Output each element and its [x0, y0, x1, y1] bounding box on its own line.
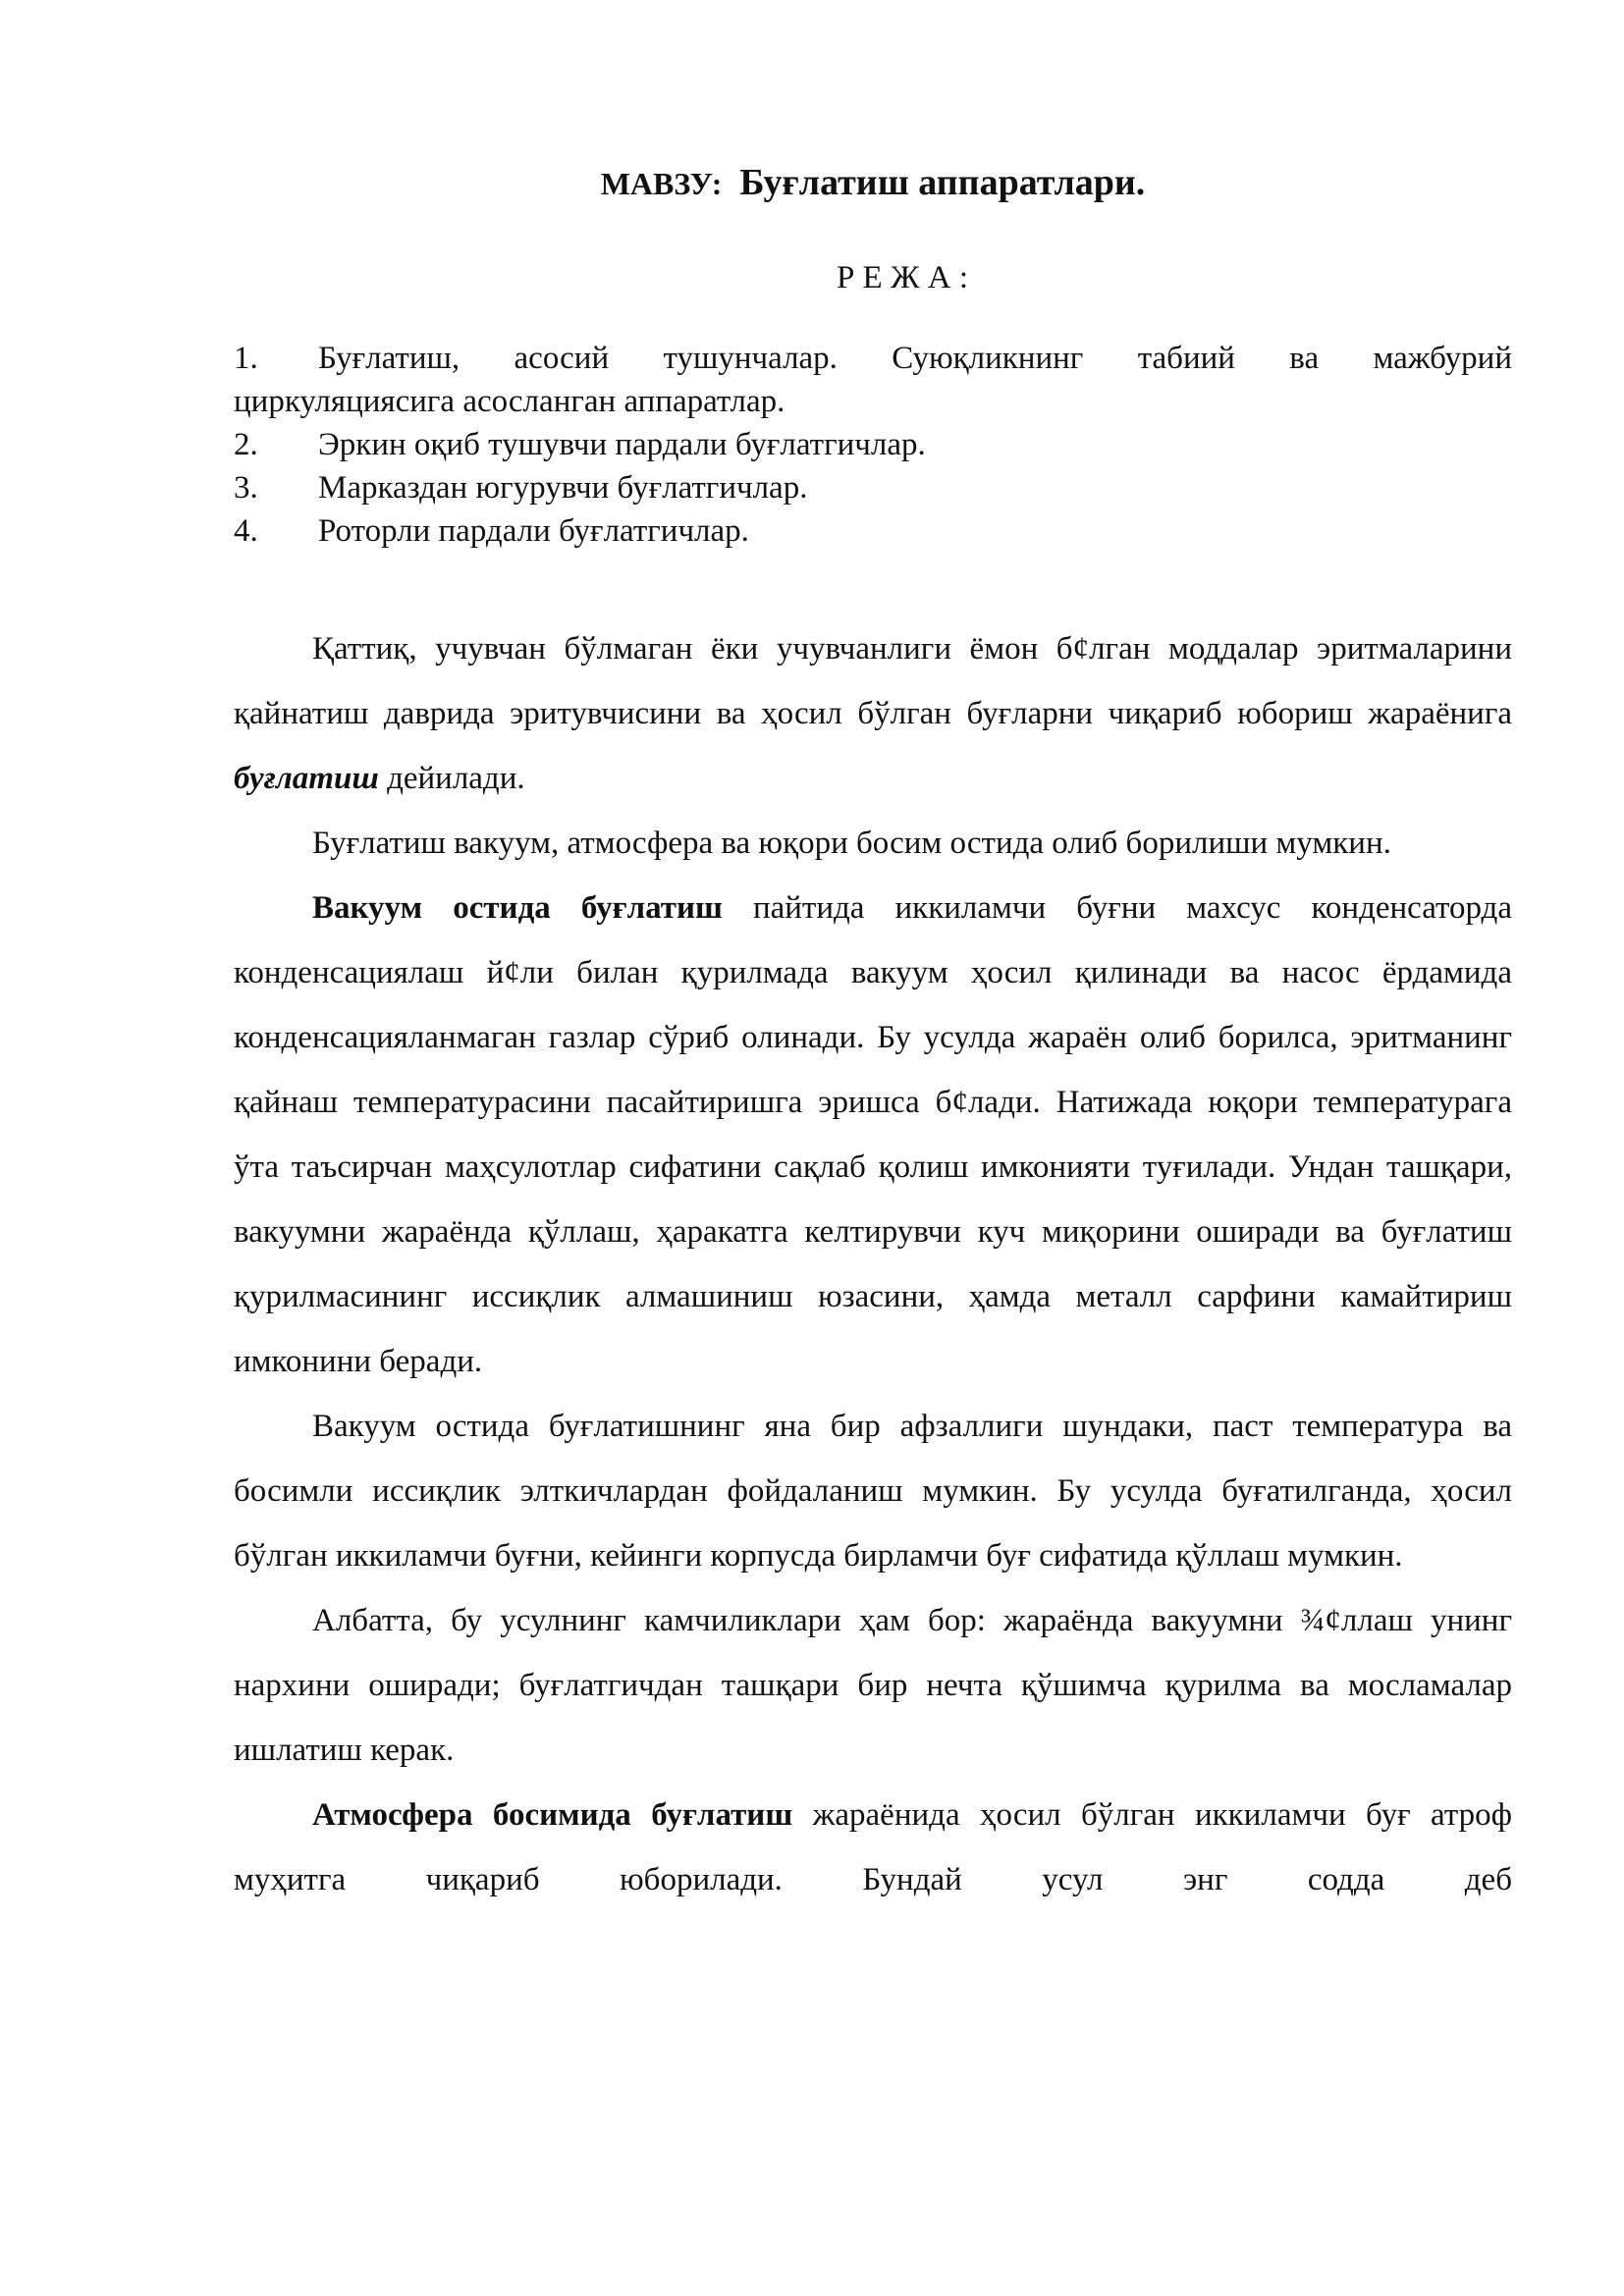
plan-item-1-line2: циркуляциясига асосланган аппаратлар. — [234, 384, 785, 419]
paragraph-text: Қаттиқ, учувчан бўлмаган ёки учувчанлиги ёмон б¢лган моддалар эритмаларини қайнатиш даврида эритувчисини ва ҳосил бўлган буғларни чиқариб юбориш жараёнига — [234, 631, 1512, 731]
plan-heading: Р Е Ж А : — [836, 260, 969, 295]
term-vacuum-evaporation: Вакуум остида буғлатиш — [312, 890, 723, 926]
plan-item-text: Роторли пардали буғлатгичлар. — [318, 513, 749, 549]
paragraph-vacuum — [234, 876, 1512, 1394]
plan-item-4 — [234, 509, 1512, 553]
title-lead: МАВЗУ: — [600, 166, 723, 201]
body-text — [234, 616, 1512, 1912]
title-topic: Буғлатиш аппаратлари. — [739, 162, 1146, 203]
plan-item-number: 3. — [234, 470, 258, 506]
paragraph-vacuum-advantage: Вакуум остида буғлатишнинг яна бир афзаллиги шундаки, паст температура ва босимли иссиқлик элткичлардан фойдаланиш мумкин. Бу усулда буғатилганда, ҳосил бўлган иккиламчи буғни, кейинги корпусда бирламчи буғ сифатида қўллаш мумкин. — [234, 1409, 1512, 1574]
plan-item-number: 1. — [234, 341, 258, 376]
plan-item-3 — [234, 466, 1512, 509]
paragraph-vacuum-drawbacks: Албатта, бу усулнинг камчиликлари ҳам бор: жараёнда вакуумни ¾¢ллаш унинг нархини оширади; буғлатгичдан ташқари бир нечта қўшимча қурилма ва мосламалар ишлатиш керак. — [234, 1603, 1512, 1768]
paragraph-atmospheric — [234, 1783, 1512, 1912]
plan-item-text: Буғлатиш, асосий тушунчалар. Суюқликнинг табиий ва мажбурий — [318, 341, 1512, 376]
plan-item-text: Марказдан югурувчи буғлатгичлар. — [318, 470, 808, 506]
paragraph-text: дейилади. — [378, 761, 525, 796]
paragraph-definition — [234, 616, 1512, 811]
plan-item-1-line1 — [234, 337, 1512, 380]
plan-item-2 — [234, 423, 1512, 466]
paragraph-pressure-modes: Буғлатиш вакуум, атмосфера ва юқори босим остида олиб борилиши мумкин. — [312, 826, 1391, 861]
paragraph-text: пайтида иккиламчи буғни махсус конденсаторда конденсациялаш й¢ли билан қурилмада вакуум ҳосил қилинади ва насос ёрдамида конденсацияланмаган газлар сўриб олинади. Бу усулда жараён олиб борилса, эритманинг қайнаш температурасини пасайтиришга эришса б¢лади. Натижада юқори температурага ўта таъсирчан маҳсулотлар сифатини сақлаб қолиш имконияти туғилади. Ундан ташқари, вакуумни жараёнда қўллаш, ҳаракатга келтирувчи куч миқорини оширади ва буғлатиш қурилмасининг иссиқлик алмашиниш юзасини, ҳамда металл сарфини камайтириш имконини беради. — [234, 890, 1512, 1379]
term-atmospheric-evaporation: Атмосфера босимида буғлатиш — [312, 1797, 793, 1833]
paragraph-text: жараёнида ҳосил бўлган иккиламчи буғ атроф муҳитга чиқариб юборилади. Бундай усул энг содда деб — [234, 1797, 1513, 1897]
plan-item-1 — [234, 337, 1512, 423]
plan-item-text: Эркин оқиб тушувчи пардали буғлатгичлар. — [318, 427, 926, 462]
plan-item-number: 2. — [234, 427, 258, 462]
term-evaporation: буғлатиш — [234, 761, 379, 796]
page-title — [234, 155, 1512, 211]
plan-item-number: 4. — [234, 513, 258, 549]
plan-list — [234, 337, 1512, 553]
